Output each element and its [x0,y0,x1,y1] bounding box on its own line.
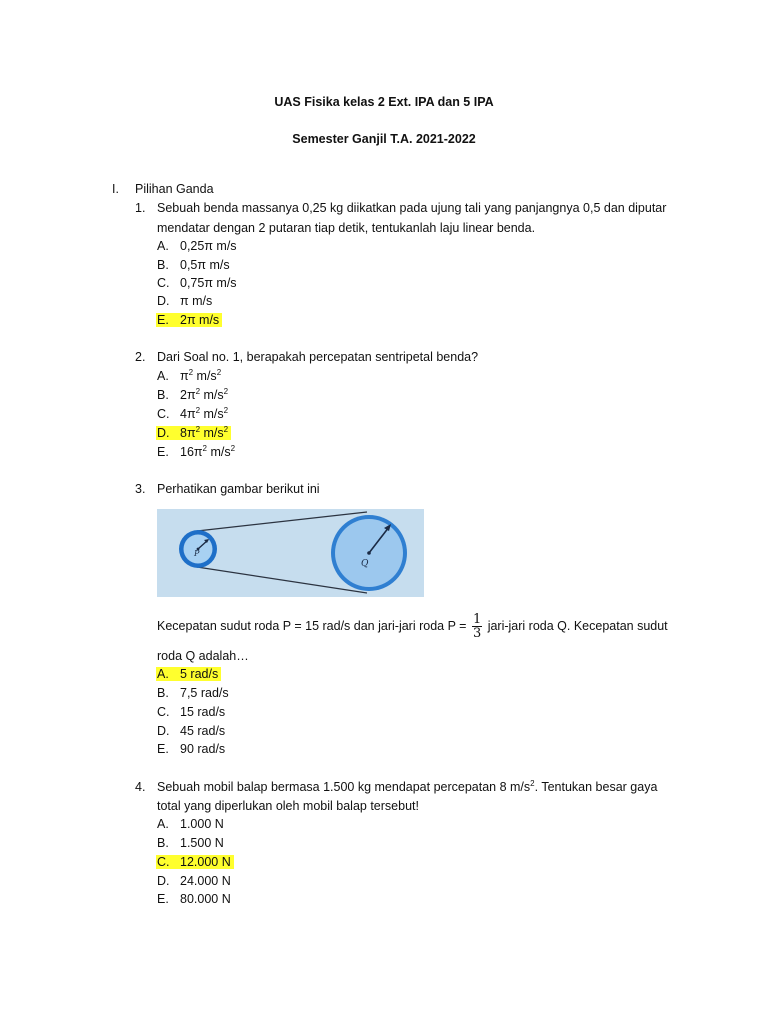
answer-highlight: A. 5 rad/s [156,667,221,681]
label-q: Q [361,559,369,569]
option-c [157,853,234,871]
option-d [157,424,231,442]
question-stem-line2: roda Q adalah… [157,649,249,663]
option-a: A. $\pi^2$ $m/s^2$ [157,368,222,383]
question-number: 1. [135,201,146,215]
section-numeral: I. [112,182,119,196]
answer-highlight: D. $8\pi^2$ $m/s^2$ [156,426,231,440]
answer-highlight: E. 2π m/s [156,313,222,327]
option-e: E. 90 rad/s [157,742,226,756]
question-stem-line1: Kecepatan sudut roda P = 15 rad/s dan jari-jari roda P = $\frac{1}{3}$ jari-jari roda Q. Kecepatan sudut [157,612,668,642]
option-d: D. 24.000 N [157,874,231,888]
question-text-line1: Perhatikan gambar berikut ini [157,482,320,496]
question-number: 2. [135,350,146,364]
semester-title: Semester Ganjil T.A. 2021-2022 [292,132,476,146]
option-c: C. 15 rad/s [157,705,226,719]
option-c: C. 0,75π m/s [157,276,237,290]
option-b: B. 1.500 N [157,836,224,850]
question-text-line1: Dari Soal no. 1, berapakah percepatan sentripetal benda? [157,350,479,364]
question-text-line1: Sebuah mobil balap bermasa 1.500 kg mendapat percepatan 8 $m/s^2$. Tentukan besar gaya [157,779,658,794]
option-d: D. 45 rad/s [157,724,226,738]
question-number: 3. [135,482,146,496]
option-e: E. 80.000 N [157,892,231,906]
section-title: Pilihan Ganda [135,182,214,196]
option-b: B. 7,5 rad/s [157,686,229,700]
label-p: P [194,549,200,558]
option-a [157,665,221,683]
question-text-line1: Sebuah benda massanya 0,25 kg diikatkan pada ujung tali yang panjangnya 0,5 dan diputar [157,201,667,215]
option-b: B. $2\pi^2$ $m/s^2$ [157,387,229,402]
option-d: D. π m/s [157,294,213,308]
option-a: A. 0,25π m/s [157,239,237,253]
option-e: E. $16\pi^2$ $m/s^2$ [157,444,236,459]
option-c: C. $4\pi^2$ $m/s^2$ [157,406,229,421]
question-number: 4. [135,780,146,794]
option-a: A. 1.000 N [157,817,224,831]
question-text-line2: mendatar dengan 2 putaran tiap detik, tentukanlah laju linear benda. [157,221,536,235]
fraction-one-third: $\frac{1}{3}$ [472,612,482,642]
belt-pulley-figure [157,509,424,597]
question-text-line2: total yang diperlukan oleh mobil balap tersebut! [157,799,419,813]
answer-highlight: C. 12.000 N [156,855,234,869]
option-b: B. 0,5π m/s [157,258,230,272]
option-e [157,311,222,329]
exam-title: UAS Fisika kelas 2 Ext. IPA dan 5 IPA [274,95,494,109]
